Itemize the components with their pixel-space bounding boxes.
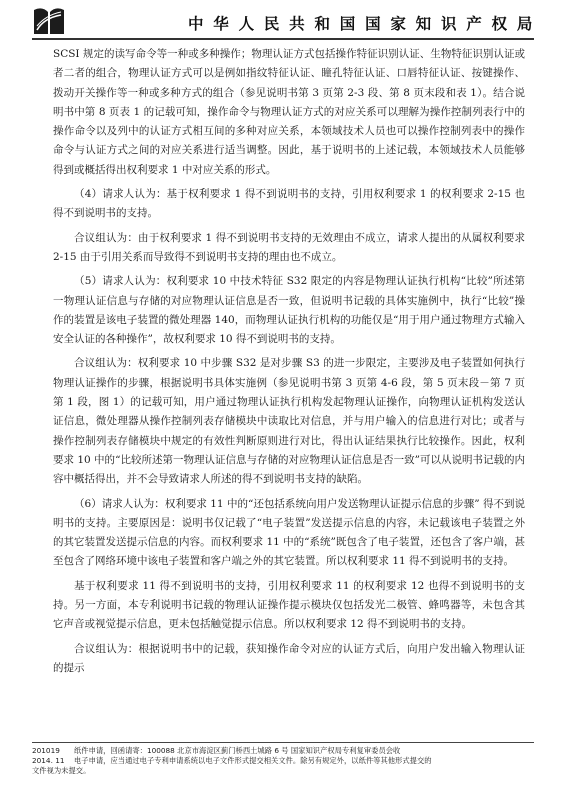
page-footer: [32, 746, 534, 776]
paragraph-panel-view-4: 合议组认为：由于权利要求 1 得不到说明书支持的无效理由不成立，请求人提出的从属权利要求 2-15 由于引用关系而导致得不到说明书支持的理由也不成立。: [53, 231, 525, 263]
electronic-submission-notice-continued: 文件视为未提交。: [32, 766, 91, 775]
cnipa-logo-icon: [32, 6, 66, 36]
form-version: 2014. 11: [32, 756, 65, 765]
document-body: [53, 45, 525, 678]
paragraph-claim-12-support: 基于权利要求 11 得不到说明书的支持，引用权利要求 11 的权利要求 12 也得不到说明书的支持。另一方面，本专利说明书记载的物理认证操作提示模块仅包括发光二极管、蜂鸣器等，未包含其它声音或视觉提示信息，更未包括触觉提示信息。所以权利要求 12 得不到说明书的支持。: [53, 579, 525, 631]
paragraph-requester-view-4: （4）请求人认为：基于权利要求 1 得不到说明书的支持，引用权利要求 1 的权利要求 2-15 也得不到说明书的支持。: [53, 188, 525, 220]
paragraph-requester-view-6: （6）请求人认为：权利要求 11 中的“还包括系统向用户发送物理认证提示信息的步骤” 得不到说明书的支持。主要原因是：说明书仅记载了“电子装置”发送提示信息的内容，未记载该电子装置之外的其它装置发送提示信息的内容。而权利要求 11 中的“系统”既包含了电子装置，还包含了客户端，甚至包含了网络环境中该电子装置和客户端之外的其它装置。所以权利要求 11 得不到说明书的支持。: [53, 497, 525, 568]
page-header: [0, 0, 565, 40]
electronic-submission-notice: 电子申请，应当通过电子专利申请系统以电子文件形式提交相关文件。除另有规定外，以纸件等其他形式提交的: [74, 756, 432, 765]
organization-title: 中 华 人 民 共 和 国 国 家 知 识 产 权 局: [188, 15, 535, 33]
paragraph-requester-view-5: （5）请求人认为：权利要求 10 中技术特征 S32 限定的内容是物理认证执行机构“比较”所述第一物理认证信息与存储的对应物理认证信息是否一致，但说明书记载的具体实施例中，执行“比较”操作的装置是该电子装置的微处理器 140，而物理认证执行机构的功能仅是“用于用户通过物理方式输入安全认证的各种操作”，故权利要求 10 得不到说明书的支持。: [53, 275, 525, 346]
footer-row-electronic: [32, 756, 534, 766]
paragraph-panel-view-6: 合议组认为：根据说明书中的记载，获知操作命令对应的认证方式后，向用户发出输入物理认证的提示: [53, 642, 525, 674]
paragraph-panel-view-5: 合议组认为：权利要求 10 中步骤 S32 是对步骤 S3 的进一步限定，主要涉及电子装置如何执行物理认证操作的步骤，根据说明书具体实施例（参见说明书第 3 页第 4-6 段，第 5 页末段－第 7 页第 1 段，图 1）的记载可知，用户通过物理认证执行机构发起物理认证操作，向物理认证机构发送认证信息，微处理器从操作控制列表存储模块中读取比对信息，并与用户输入的信息进行对比；或者与操作控制列表存储模块中规定的有效性判断原则进行对比，得出认证结果执行比较操作。因此，权利要求 10 中的“比较所述第一物理认证信息与存储的对应物理认证信息是否一致”可以从说明书记载的内容中概括得出，并不会导致请求人所述的得不到说明书支持的缺陷。: [53, 357, 525, 486]
footer-row-paper: [32, 746, 534, 756]
paragraph-scsi-operations: SCSI 规定的读写命令等一种或多种操作；物理认证方式包括操作特征识别认证、生物特征识别认证或者二者的组合，物理认证方式可以是例如指纹特征认证、瞳孔特征认证、口唇特征认证、按键操作、拨动开关操作等一种或多种方式的组合（参见说明书第 3 页第 2-3 段、第 8 页末段和表 1）。结合说明书中第 8 页表 1 的记载可知，操作命令与物理认证方式的对应关系可以理解为操作控制列表行中的操作命令以及列中的认证方式相互间的多种对应关系，本领域技术人员也可以操作控制列表中的操作命令与认证方式之间的对应关系进行适当调整。因此，基于说明书的上述记载，本领域技术人员能够得到或概括得出权利要求 1 中对应关系的形式。: [53, 48, 525, 176]
paper-submission-notice: 纸件申请，回函请寄：100088 北京市海淀区蓟门桥西土城路 6 号 国家知识产权局专利复审委员会收: [74, 746, 401, 755]
footer-divider: [32, 742, 534, 743]
header-divider: [32, 38, 534, 40]
form-code: 201019: [32, 746, 60, 755]
